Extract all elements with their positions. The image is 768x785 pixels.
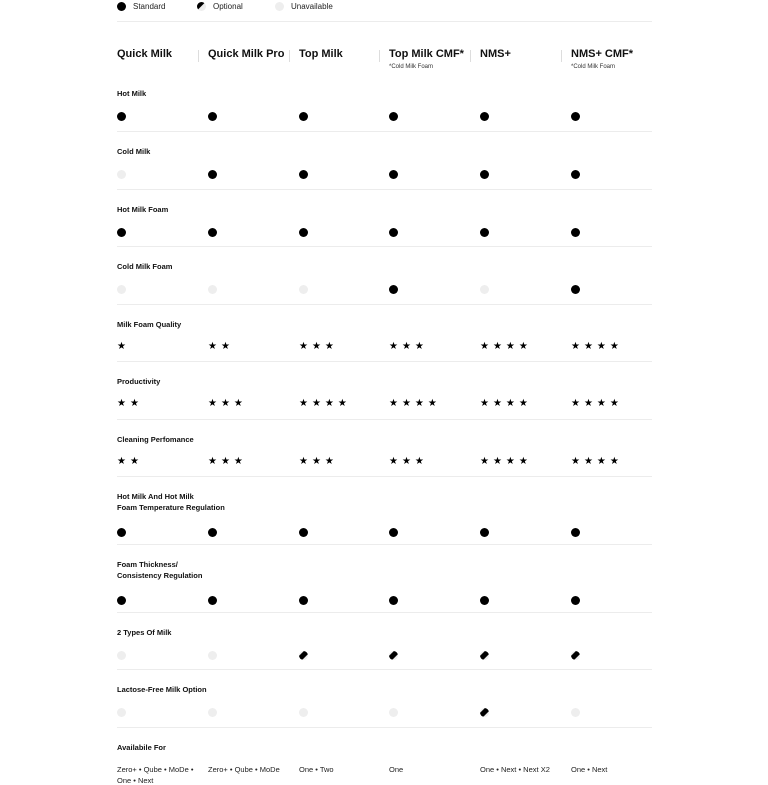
unavailable-dot-icon [208, 651, 217, 660]
feature-cell [208, 283, 217, 295]
feature-cell [571, 594, 580, 606]
unavailable-dot-icon [117, 170, 126, 179]
legend-optional [197, 2, 275, 11]
legend-unavailable-label: Unavailable [291, 1, 333, 11]
feature-cell [480, 168, 489, 180]
feature-cell [480, 706, 489, 718]
feature-cell [117, 283, 126, 295]
row-divider [117, 727, 652, 728]
rating-stars: ★★ [117, 398, 143, 409]
feature-cell [299, 226, 308, 238]
feature-cell [571, 706, 580, 718]
standard-dot-icon [299, 112, 308, 121]
standard-dot-icon [117, 528, 126, 537]
optional-dot-icon [197, 2, 206, 11]
row-label-line: Cold Milk Foam [117, 262, 173, 271]
column-title: NMS+ CMF* [571, 48, 634, 60]
column-separator [379, 50, 380, 62]
row-divider [117, 419, 652, 420]
availability-text: Zero+ • Qube • MoDe [208, 765, 280, 774]
standard-dot-icon [389, 170, 398, 179]
row-label [117, 627, 171, 638]
feature-cell [117, 526, 126, 538]
standard-dot-icon [389, 285, 398, 294]
feature-cell [208, 110, 217, 122]
row-label-line: Lactose-Free Milk Option [117, 685, 207, 694]
feature-cell [480, 649, 489, 661]
standard-dot-icon [571, 228, 580, 237]
standard-dot-icon [117, 228, 126, 237]
optional-dot-icon [299, 651, 308, 660]
rating-stars: ★★★★ [571, 456, 623, 467]
column-title: Quick Milk [117, 48, 173, 60]
unavailable-dot-icon [299, 708, 308, 717]
column-separator [289, 50, 290, 62]
feature-cell [117, 706, 126, 718]
feature-cell [299, 398, 351, 410]
availability-text: One • Next [117, 776, 154, 785]
feature-cell [480, 398, 532, 410]
rating-stars: ★ [117, 341, 130, 352]
column-title: NMS+ [480, 48, 511, 60]
column-header [571, 48, 633, 70]
column-title: Top Milk [299, 48, 343, 60]
feature-cell [480, 110, 489, 122]
row-label [117, 146, 150, 157]
feature-cell [389, 226, 398, 238]
rating-stars: ★★★ [299, 456, 338, 467]
row-label-line: Hot Milk Foam [117, 205, 169, 214]
feature-cell [389, 706, 398, 718]
feature-cell [480, 341, 532, 353]
standard-dot-icon [299, 528, 308, 537]
feature-cell [208, 764, 280, 776]
standard-dot-icon [480, 228, 489, 237]
standard-dot-icon [117, 2, 126, 11]
row-label [117, 559, 202, 581]
feature-cell [299, 594, 308, 606]
comparison-header [0, 48, 768, 78]
row-label [117, 319, 181, 330]
feature-cell [208, 341, 234, 353]
feature-cell [117, 110, 126, 122]
feature-cell [389, 168, 398, 180]
feature-cell [571, 283, 580, 295]
feature-cell [117, 341, 130, 353]
feature-cell [389, 456, 428, 468]
feature-cell [480, 594, 489, 606]
column-header [208, 48, 284, 60]
column-separator [470, 50, 471, 62]
row-label-line: Cold Milk [117, 147, 151, 156]
standard-dot-icon [480, 170, 489, 179]
row-divider [117, 131, 652, 132]
rating-stars: ★★★★ [389, 398, 441, 409]
feature-cell [389, 594, 398, 606]
feature-cell [299, 526, 308, 538]
rating-stars: ★★★★ [480, 456, 532, 467]
row-label-line: Availabile For [117, 743, 166, 752]
availability-text: One [389, 765, 404, 774]
feature-cell [571, 649, 580, 661]
feature-cell [117, 764, 194, 785]
availability-text: One • Two [299, 765, 334, 774]
column-header [389, 48, 464, 70]
row-divider [117, 246, 652, 247]
optional-dot-icon [480, 651, 489, 660]
column-separator [561, 50, 562, 62]
unavailable-dot-icon [117, 708, 126, 717]
row-label-line: Foam Temperature Regulation [117, 503, 225, 512]
standard-dot-icon [208, 112, 217, 121]
standard-dot-icon [480, 528, 489, 537]
row-divider [117, 304, 652, 305]
availability-text: One • Next [571, 765, 608, 774]
feature-cell [571, 226, 580, 238]
row-label-line: 2 Types Of Milk [117, 628, 172, 637]
feature-cell [571, 341, 623, 353]
feature-cell [571, 168, 580, 180]
row-divider [117, 476, 652, 477]
feature-cell [208, 649, 217, 661]
column-subtitle: *Cold Milk Foam [571, 64, 616, 70]
rating-stars: ★★★ [208, 398, 247, 409]
optional-dot-icon [480, 708, 489, 717]
row-label-line: Foam Thickness/ [117, 560, 178, 569]
feature-cell [299, 649, 308, 661]
row-label-line: Consistency Regulation [117, 571, 203, 580]
feature-cell [299, 283, 308, 295]
feature-cell [480, 226, 489, 238]
rating-stars: ★★★★ [299, 398, 351, 409]
column-header [117, 48, 172, 60]
standard-dot-icon [571, 170, 580, 179]
standard-dot-icon [571, 596, 580, 605]
row-divider [117, 189, 652, 190]
row-label [117, 742, 166, 753]
feature-cell [117, 226, 126, 238]
row-label-line: Hot Milk And Hot Milk [117, 492, 194, 501]
feature-cell [299, 764, 334, 776]
row-label-line: Hot Milk [117, 89, 147, 98]
row-label [117, 376, 160, 387]
standard-dot-icon [480, 112, 489, 121]
feature-cell [389, 398, 441, 410]
feature-cell [571, 526, 580, 538]
feature-cell [389, 110, 398, 122]
feature-cell [117, 594, 126, 606]
divider [117, 21, 652, 22]
column-title: Quick Milk Pro [208, 48, 285, 60]
row-label-line: Cleaning Perfomance [117, 435, 194, 444]
feature-cell [208, 398, 247, 410]
standard-dot-icon [389, 528, 398, 537]
standard-dot-icon [389, 596, 398, 605]
legend-standard-label: Standard [133, 1, 166, 11]
feature-cell [480, 456, 532, 468]
unavailable-dot-icon [299, 285, 308, 294]
standard-dot-icon [208, 528, 217, 537]
rating-stars: ★★★★ [480, 398, 532, 409]
unavailable-dot-icon [117, 285, 126, 294]
feature-cell [299, 456, 338, 468]
standard-dot-icon [389, 112, 398, 121]
feature-cell [117, 649, 126, 661]
row-label [117, 204, 168, 215]
rating-stars: ★★★ [389, 341, 428, 352]
rating-stars: ★★★★ [480, 341, 532, 352]
standard-dot-icon [299, 596, 308, 605]
unavailable-dot-icon [480, 285, 489, 294]
rating-stars: ★★★★ [571, 398, 623, 409]
optional-dot-icon [571, 651, 580, 660]
standard-dot-icon [571, 285, 580, 294]
feature-cell [389, 764, 403, 776]
row-label [117, 491, 225, 513]
feature-cell [208, 594, 217, 606]
feature-cell [389, 341, 428, 353]
unavailable-dot-icon [275, 2, 284, 11]
feature-cell [299, 110, 308, 122]
availability-text: Zero+ • Qube • MoDe • [117, 765, 194, 774]
rating-stars: ★★ [208, 341, 234, 352]
feature-cell [299, 341, 338, 353]
column-header [480, 48, 511, 60]
feature-cell [389, 283, 398, 295]
legend-unavailable [275, 2, 333, 11]
rating-stars: ★★★ [299, 341, 338, 352]
feature-cell [571, 398, 623, 410]
row-divider [117, 669, 652, 670]
feature-cell [208, 168, 217, 180]
feature-cell [389, 649, 398, 661]
feature-cell [117, 168, 126, 180]
availability-text: One • Next • Next X2 [480, 765, 550, 774]
feature-cell [299, 706, 308, 718]
optional-dot-icon [389, 651, 398, 660]
column-separator [198, 50, 199, 62]
legend-standard [117, 2, 197, 11]
standard-dot-icon [208, 596, 217, 605]
feature-cell [208, 226, 217, 238]
row-label [117, 261, 172, 272]
rating-stars: ★★★ [208, 456, 247, 467]
standard-dot-icon [299, 170, 308, 179]
standard-dot-icon [571, 528, 580, 537]
row-divider [117, 361, 652, 362]
feature-cell [571, 456, 623, 468]
feature-cell [571, 110, 580, 122]
feature-cell [117, 456, 143, 468]
standard-dot-icon [117, 596, 126, 605]
feature-cell [208, 526, 217, 538]
row-label [117, 434, 194, 445]
unavailable-dot-icon [389, 708, 398, 717]
feature-cell [117, 398, 143, 410]
unavailable-dot-icon [208, 708, 217, 717]
feature-cell [480, 526, 489, 538]
row-label-line: Productivity [117, 377, 161, 386]
rating-stars: ★★ [117, 456, 143, 467]
row-divider [117, 544, 652, 545]
row-label [117, 684, 207, 695]
rating-stars: ★★★★ [571, 341, 623, 352]
standard-dot-icon [208, 228, 217, 237]
unavailable-dot-icon [571, 708, 580, 717]
standard-dot-icon [571, 112, 580, 121]
standard-dot-icon [480, 596, 489, 605]
rating-stars: ★★★ [389, 456, 428, 467]
column-subtitle: *Cold Milk Foam [389, 64, 434, 70]
feature-cell [480, 764, 550, 776]
feature-cell [208, 456, 247, 468]
standard-dot-icon [117, 112, 126, 121]
legend-optional-label: Optional [213, 1, 243, 11]
standard-dot-icon [389, 228, 398, 237]
feature-cell [299, 168, 308, 180]
row-label [117, 88, 146, 99]
standard-dot-icon [299, 228, 308, 237]
feature-cell [389, 526, 398, 538]
unavailable-dot-icon [117, 651, 126, 660]
legend [117, 0, 333, 12]
feature-cell [571, 764, 607, 776]
row-divider [117, 612, 652, 613]
standard-dot-icon [208, 170, 217, 179]
unavailable-dot-icon [208, 285, 217, 294]
column-header [299, 48, 343, 60]
feature-cell [480, 283, 489, 295]
row-label-line: Milk Foam Quality [117, 320, 182, 329]
feature-cell [208, 706, 217, 718]
column-title: Top Milk CMF* [389, 48, 464, 60]
